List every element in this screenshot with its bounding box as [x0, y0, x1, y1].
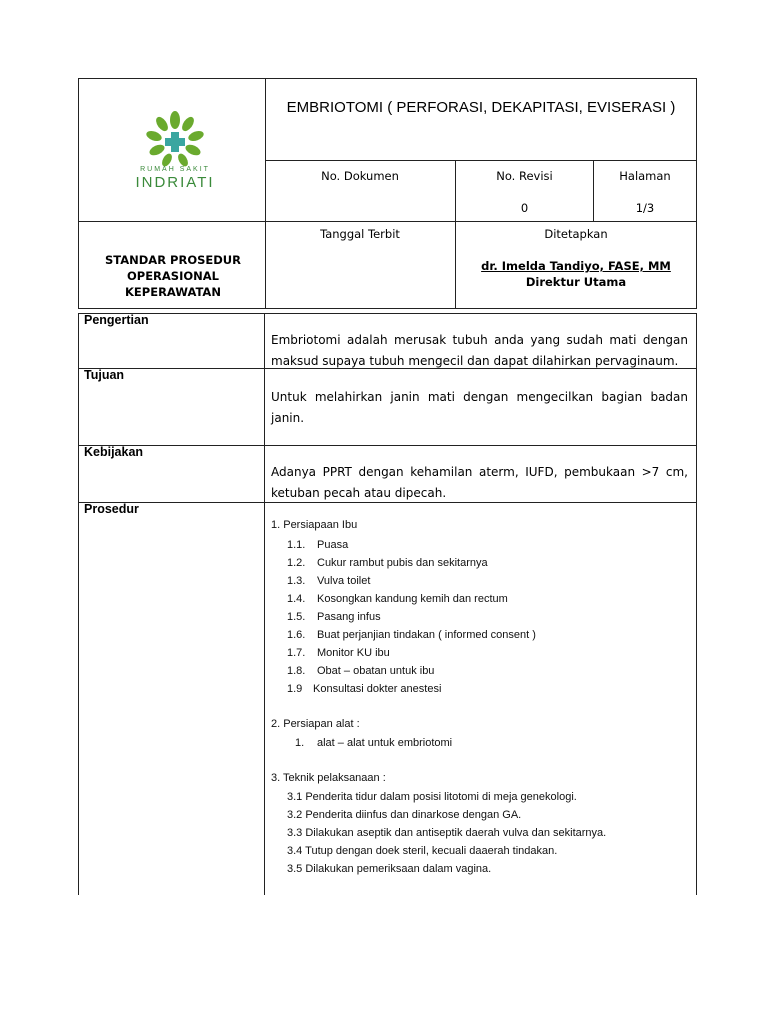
logo-name: INDRIATI [135, 174, 215, 191]
tujuan-text: Untuk melahirkan janin mati dengan mengecilkan bagian badan janin. [271, 390, 688, 425]
list-item: Kosongkan kandung kemih dan rectum [317, 593, 508, 605]
list-item: 3.4 Tutup dengan doek steril, kecuali daaerah tindakan. [287, 845, 558, 857]
list-item-number: 1.2. [287, 557, 306, 569]
list-item-number: 1.4. [287, 593, 306, 605]
leaf-cross-icon [110, 110, 240, 172]
list-item-number: 1.3. [287, 575, 306, 587]
tujuan-label: Tujuan [84, 368, 125, 382]
list-item: 3.2 Penderita diinfus dan dinarkose dengan GA. [287, 809, 522, 821]
list-item: Konsultasi dokter anestesi [313, 683, 442, 695]
hospital-logo [110, 110, 240, 190]
section-heading: 3. Teknik pelaksanaan : [271, 772, 386, 784]
issued-date-label: Tanggal Terbit [320, 227, 400, 241]
list-item: Buat perjanjian tindakan ( informed consent ) [317, 629, 536, 641]
doc-number-label: No. Dokumen [321, 169, 399, 183]
kebijakan-label: Kebijakan [84, 445, 144, 459]
list-item: 3.1 Penderita tidur dalam posisi litotomi di meja genekologi. [287, 791, 577, 803]
section-heading: 1. Persiapaan Ibu [271, 519, 358, 531]
pengertian-label: Pengertian [84, 313, 149, 327]
logo-subtitle: RUMAH SAKIT [140, 166, 210, 173]
list-item: 3.3 Dilakukan aseptik dan antiseptik daerah vulva dan sekitarnya. [287, 827, 607, 839]
list-item: Monitor KU ibu [317, 647, 390, 659]
list-item: 3.5 Dilakukan pemeriksaan dalam vagina. [287, 863, 492, 875]
approver-name: dr. Imelda Tandiyo, FASE, MM [481, 259, 671, 273]
list-item-number: 1.9 [287, 683, 303, 695]
page-label: Halaman [619, 169, 671, 183]
pengertian-text: Embriotomi adalah merusak tubuh anda yang sudah mati dengan maksud supaya tubuh mengecil dan dapat dilahirkan pervaginaum. [271, 333, 688, 368]
approver-title: Direktur Utama [525, 275, 627, 289]
list-item: alat – alat untuk embriotomi [317, 737, 453, 749]
kebijakan-text: Adanya PPRT dengan kehamilan aterm, IUFD, pembukaan >7 cm, ketuban pecah atau dipecah. [271, 465, 688, 500]
sop-title: STANDAR PROSEDUR OPERASIONAL KEPERAWATAN [104, 253, 241, 299]
list-item-number: 1.5. [287, 611, 306, 623]
list-item-number: 1.6. [287, 629, 306, 641]
list-item-number: 1. [295, 737, 305, 749]
revision-label: No. Revisi [496, 169, 553, 183]
revision-value: 0 [520, 201, 529, 215]
approved-label: Ditetapkan [544, 227, 608, 241]
list-item: Cukur rambut pubis dan sekitarnya [317, 557, 488, 569]
page-value: 1/3 [635, 201, 655, 215]
list-item: Vulva toilet [317, 575, 371, 587]
list-item-number: 1.8. [287, 665, 306, 677]
section-heading: 2. Persiapan alat : [271, 718, 360, 730]
list-item-number: 1.1. [287, 539, 306, 551]
list-item: Puasa [317, 539, 349, 551]
list-item: Pasang infus [317, 611, 381, 623]
page-title: EMBRIOTOMI ( PERFORASI, DEKAPITASI, EVISERASI ) [286, 99, 676, 116]
prosedur-label: Prosedur [84, 502, 139, 516]
list-item-number: 1.7. [287, 647, 306, 659]
list-item: Obat – obatan untuk ibu [317, 665, 435, 677]
